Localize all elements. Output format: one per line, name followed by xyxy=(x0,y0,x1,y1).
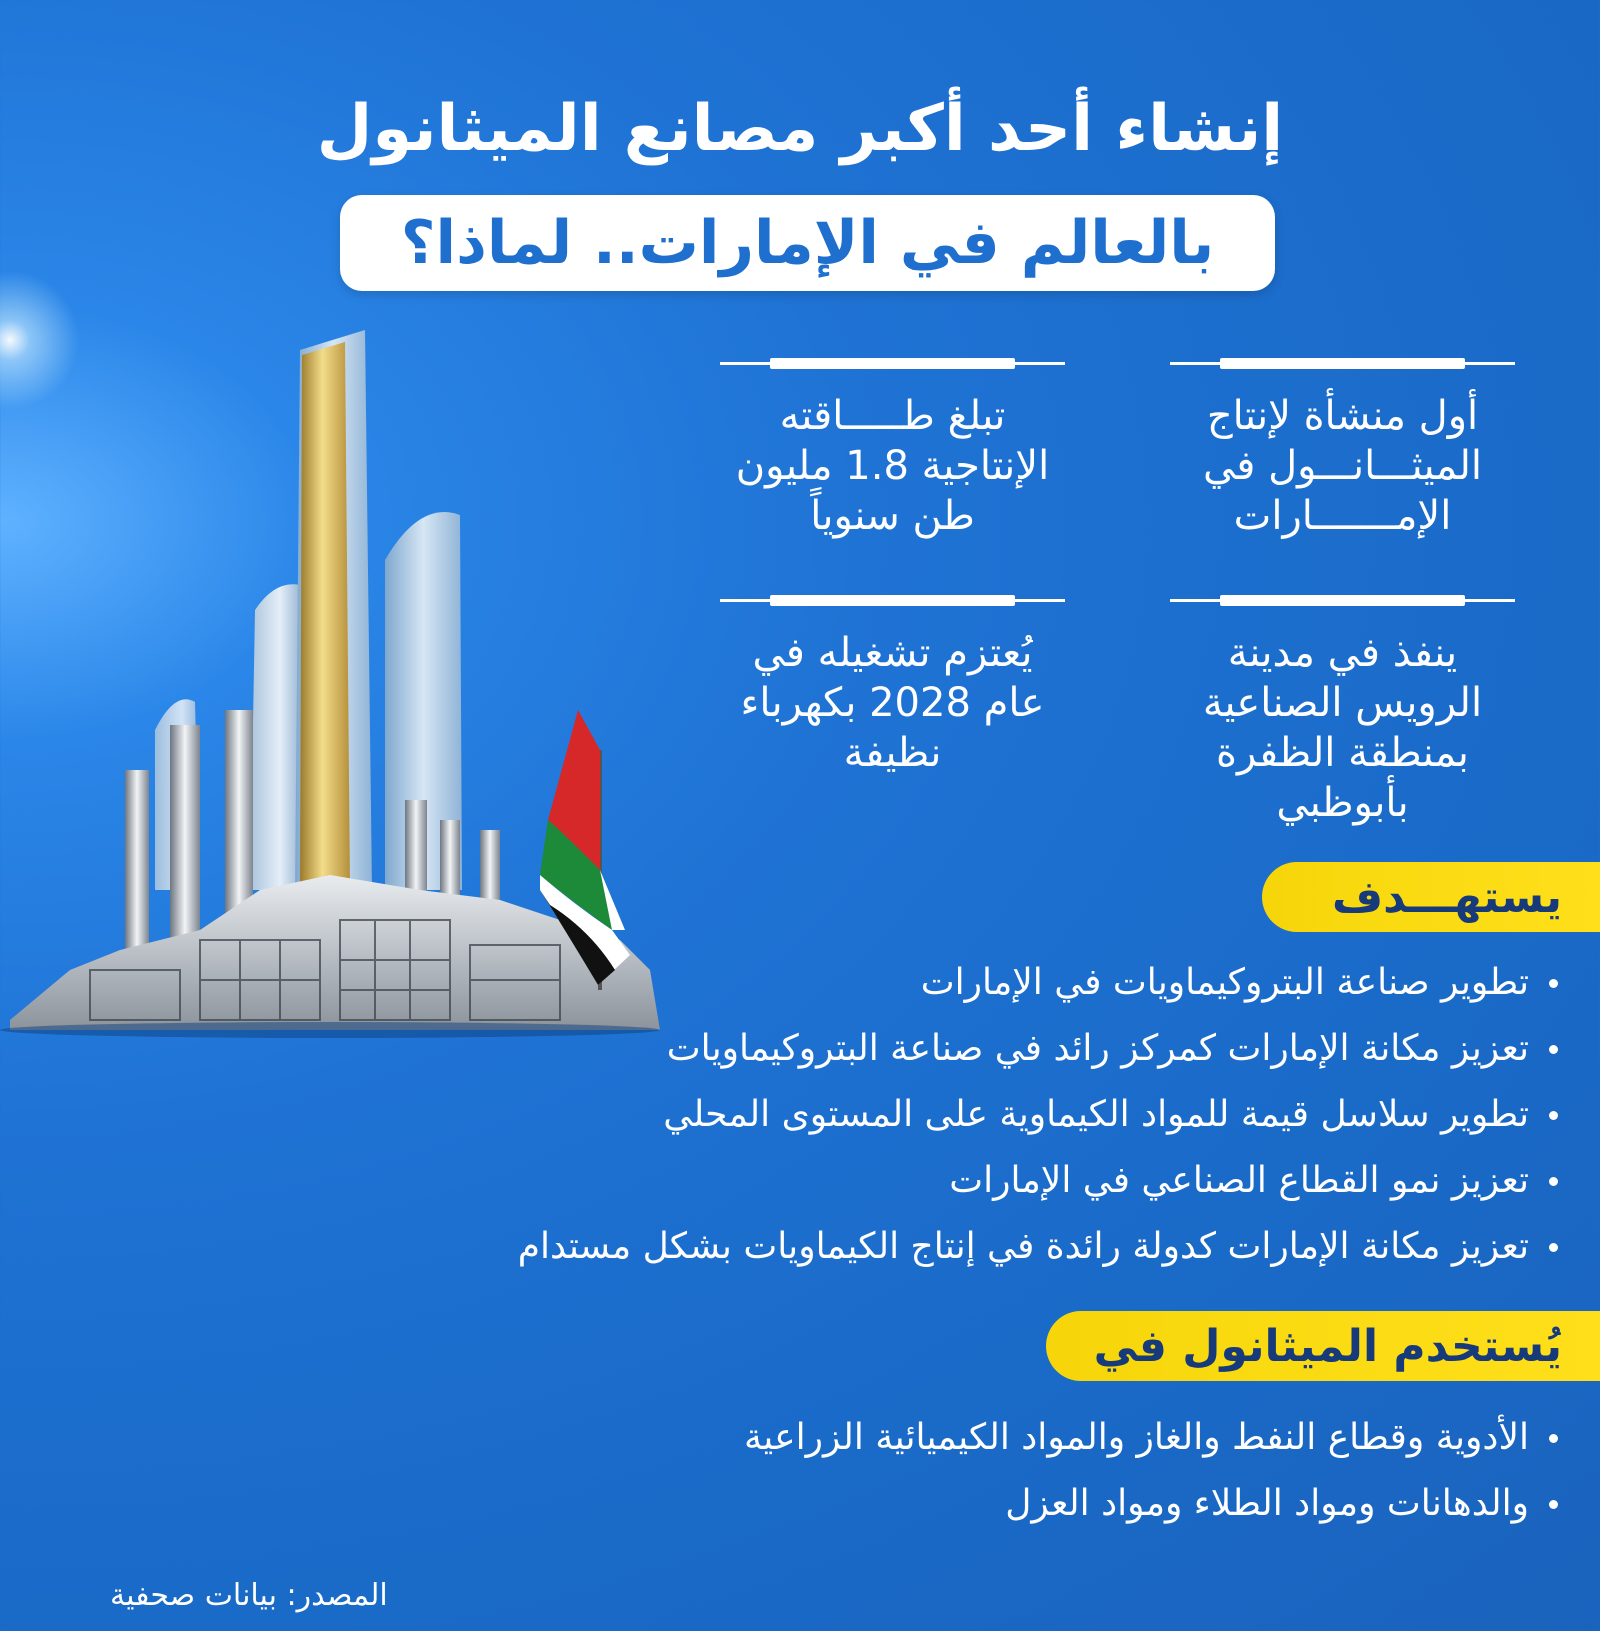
fact-text: أول منشأة لإنتاج الميثـــانـــول في الإمـــــــارات xyxy=(1202,393,1483,539)
list-item: تعزيز مكانة الإمارات كمركز رائد في صناعة البتروكيماويات xyxy=(518,1016,1558,1082)
list-item: تعزيز نمو القطاع الصناعي في الإمارات xyxy=(518,1148,1558,1214)
page-title: إنشاء أحد أكبر مصانع الميثانول xyxy=(316,92,1284,166)
page-subtitle: بالعالم في الإمارات.. لماذا؟ xyxy=(400,208,1215,278)
list-item: تعزيز مكانة الإمارات كدولة رائدة في إنتاج الكيماويات بشكل مستدام xyxy=(518,1214,1558,1280)
uses-heading-tag xyxy=(1046,1311,1600,1381)
tower-left xyxy=(250,584,300,890)
targets-list xyxy=(518,950,1558,1280)
targets-heading-tag xyxy=(1262,862,1600,932)
fact-divider xyxy=(1170,355,1515,373)
list-item: الأدوية وقطاع النفط والغاز والمواد الكيميائية الزراعية xyxy=(744,1405,1558,1471)
fact-text: تبلغ طـــــاقته الإنتاجية 1.8 مليون طن سنوياً xyxy=(735,393,1050,539)
bullet-icon xyxy=(1549,1434,1558,1443)
list-item: تطوير صناعة البتروكيماويات في الإمارات xyxy=(518,950,1558,1016)
list-item: تطوير سلاسل قيمة للمواد الكيماوية على المستوى المحلي xyxy=(518,1082,1558,1148)
fact-divider xyxy=(1170,592,1515,610)
fact-card-location xyxy=(1170,592,1515,828)
bullet-icon xyxy=(1549,1111,1558,1120)
list-item: والدهانات ومواد الطلاء ومواد العزل xyxy=(744,1471,1558,1537)
source-note: المصدر: بيانات صحفية xyxy=(110,1578,388,1613)
fact-text: ينفذ في مدينة الرويس الصناعية بمنطقة الظفرة بأبوظبي xyxy=(1202,630,1483,826)
bullet-icon xyxy=(1549,1045,1558,1054)
uses-list xyxy=(744,1405,1558,1537)
bullet-icon xyxy=(1549,979,1558,988)
targets-heading: يستهـــدف xyxy=(1332,871,1562,923)
fact-text: يُعتزم تشغيله في عام 2028 بكهرباء نظيفة xyxy=(740,630,1045,776)
fact-card-operation-date xyxy=(720,592,1065,778)
bullet-icon xyxy=(1549,1500,1558,1509)
tower-gold-facade xyxy=(300,342,350,890)
title-subtitle-pill xyxy=(340,195,1275,291)
bullet-icon xyxy=(1549,1177,1558,1186)
bullet-icon xyxy=(1549,1243,1558,1252)
fact-divider xyxy=(720,592,1065,610)
fact-card-first-facility xyxy=(1170,355,1515,541)
fact-card-capacity xyxy=(720,355,1065,541)
uses-heading: يُستخدم الميثانول في xyxy=(1093,1320,1562,1372)
fact-divider xyxy=(720,355,1065,373)
